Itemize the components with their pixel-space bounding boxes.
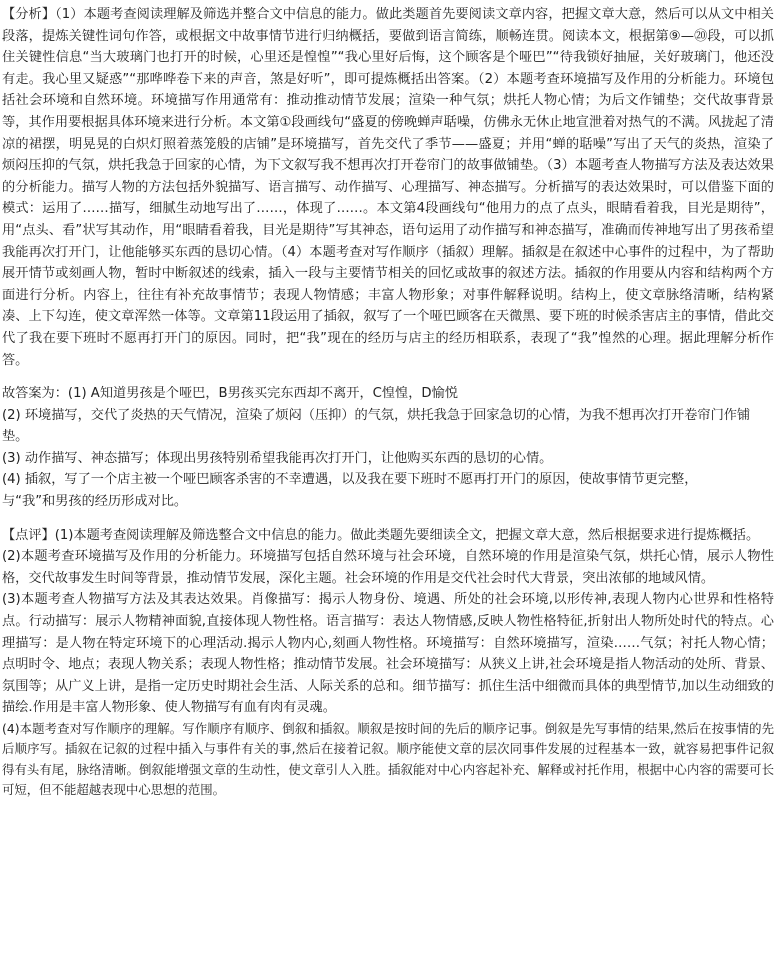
analysis-text: （1）本题考查阅读理解及筛选并整合文中信息的能力。做此类题首先要阅读文章内容，把握文章大意，然后可以从文中相关段落，提炼关键性词句作答，或根据文中故事情节进行归纳概括，要做到语言简练，顺畅连贯。阅读本文，根据第⑨—⑳段，可以抓住关键性信息“当大玻璃门也打开的时候，心里还是惶惶”“我心里好后悔，这个顾客是个哑巴”“待我锁好抽屉，关好玻璃门，他还没有走。我心里又疑惑”“那哗哗卷下来的声音，煞是好听”，即可提炼概括出答案。（2）本题考查环境描写及作用的分析能力。环境包括社会环境和自然环境。环境描写作用通常有：推动推动情节发展；渲染一种气氛；烘托人物心情；为后文作铺垫；交代故事背景等，其作用要根据具体环境来进行分析。本文第①段画线句“盛夏的傍晚蝉声聒噪，仿佛永无休止地宣泄着对热气的不满。风拢起了清凉的裙摆，明晃晃的白炽灯照着蒸笼般的店铺”是环境描写，首先交代了季节——盛夏；并用“蝉的聒噪”写出了天气的炎热，渲染了烦闷压抑的气氛，烘托我急于回家的心情，为下文叙写我不想再次打开卷帘门的故事做铺垫。（3）本题考查人物描写方法及表达效果的分析能力。描写人物的方法包括外貌描写、语言描写、动作描写、心理描写、神态描写。分析描写的表达效果时，可以借鉴下面的模式：运用了……描写，细腻生动地写出了……，体现了……。本文第4段画线句“他用力的点了点头，眼睛看着我，目光是期待”，用“点头、看”状写其动作，用“眼睛看着我，目光是期待”写其神态，语句运用了动作描写和神态描写，准确而传神地写出了男孩希望我能再次打开门，让他能够买东西的恳切心情。（4）本题考查对写作顺序（插叙）理解。插叙是在叙述中心事件的过程中，为了帮助展开情节或刻画人物，暂时中断叙述的线索，插入一段与主要情节相关的回忆或故事的叙述方法。插叙的作用要从内容和结构两个方面进行分析。内容上，往往有补充故事情节；表现人物情感；丰富人物形象；对事件解释说明。结构上，使文章脉络清晰，结构紧凑、上下勾连，使文章浑然一体等。文章第11段运用了插叙，叙写了一个哑巴顾客在天微黑、要下班的时候杀害店主的事情，借此交代了我在要下班时不愿再打开门的原因。同时，把“我”现在的经历与店主的经历相联系，表现了“我”惶然的心理。据此理解分析作答。 bbox=[2, 7, 774, 368]
answer-line-2: (2) 环境描写，交代了炎热的天气情况，渲染了烦闷（压抑）的气氛，烘托我急于回家急切的心情，为我不想再次打开卷帘门作铺垫。 bbox=[2, 407, 751, 445]
answer-block bbox=[2, 383, 774, 513]
answer-line-1: 故答案为：(1) A知道男孩是个哑巴，B男孩买完东西却不离开，C惶惶，D愉悦 bbox=[2, 386, 458, 402]
comment-paragraph-2: (2)本题考查环境描写及作用的分析能力。环境描写包括自然环境与社会环境，自然环境的作用是渲染气氛，烘托心情，展示人物性格，交代故事发生时间等背景，推动情节发展，深化主题。社会环境的作用是交代社会时代大背景，突出浓郁的地域风情。 bbox=[2, 549, 774, 586]
comment-paragraph-3: (3)本题考查人物描写方法及其表达效果。肖像描写：揭示人物身份、境遇、所处的社会环境,以形传神,表现人物内心世界和性格特点。行动描写：展示人物精神面貌,直接体现人物性格。语言描写：表达人物情感,反映人物性格特征,折射出人物所处时代的特点。心理描写：是人物在特定环境下的心理活动.揭示人物内心,刻画人物性格。环境描写：自然环境描写，渲染……气氛；衬托人物心情；点明时令、地点；表现人物关系；表现人物性格；推动情节发展。社会环境描写：从狭义上讲,社会环境是指人物活动的处所、背景、氛围等；从广义上讲，是指一定历史时期社会生活、人际关系的总和。细节描写：抓住生活中细微而具体的典型情节,加以生动细致的描绘.作用是丰富人物形象、使人物描写有血有肉有灵魂。 bbox=[2, 592, 774, 716]
analysis-paragraph bbox=[2, 4, 774, 371]
spacer bbox=[2, 513, 774, 525]
answer-line-5: 与“我”和男孩的经历形成对比。 bbox=[2, 494, 188, 510]
comment-block bbox=[2, 525, 774, 801]
comment-paragraph-1 bbox=[2, 525, 774, 547]
comment-label: 【点评】 bbox=[2, 527, 55, 543]
answer-line-4: (4) 插叙，写了一个店主被一个哑巴顾客杀害的不幸遭遇，以及我在要下班时不愿再打开门的原因，使故事情节更完整， bbox=[2, 472, 698, 488]
analysis-label: 【分析】 bbox=[2, 7, 56, 22]
comment-paragraph-4: (4)本题考查对写作顺序的理解。写作顺序有顺序、倒叙和插叙。顺叙是按时间的先后的顺序记事。倒叙是先写事情的结果,然后在按事情的先后顺序写。插叙在记叙的过程中插入与事件有关的事,然后在接着记叙。顺序能使文章的层次同事件发展的过程基本一致，就容易把事件记叙得有头有尾，脉络清晰。倒叙能增强文章的生动性，使文章引人入胜。插叙能对中心内容起补充、解释或衬托作用，根据中心内容的需要可长可短，但不能超越表现中心思想的范围。 bbox=[2, 721, 774, 798]
comment-text-1: (1)本题考查阅读理解及筛选整合文中信息的能力。做此类题先要细读全文，把握文章大意，然后根据要求进行提炼概括。 bbox=[54, 527, 760, 543]
spacer bbox=[2, 371, 774, 383]
answer-line-3: (3) 动作描写、神态描写；体现出男孩特别希望我能再次打开门，让他购买东西的恳切的心情。 bbox=[2, 450, 553, 466]
